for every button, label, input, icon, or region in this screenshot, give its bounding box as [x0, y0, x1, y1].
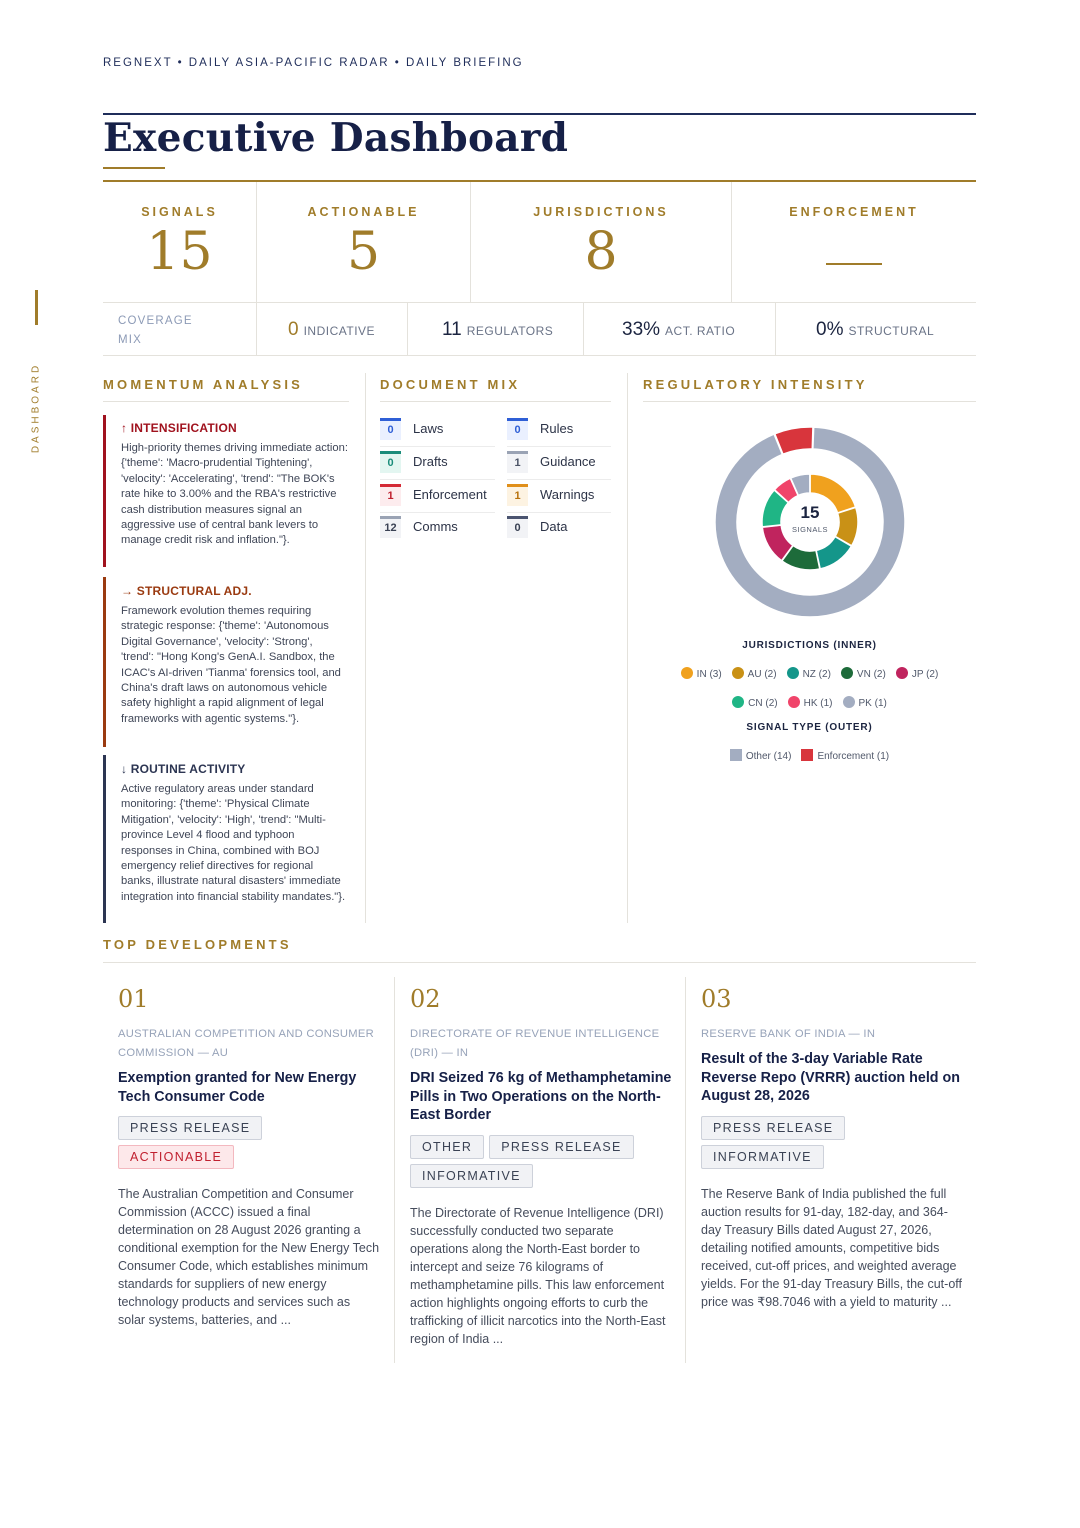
column-divider — [365, 373, 366, 923]
kpi-signals — [103, 182, 256, 302]
section-rule — [380, 401, 611, 402]
legend-label: HK (1) — [803, 698, 833, 709]
legend-swatch — [801, 749, 813, 761]
coverage-text: STRUCTURAL — [848, 324, 935, 338]
coverage-value: 11 — [442, 319, 462, 340]
doc-count-badge: 0 — [380, 451, 401, 473]
legend-label: CN (2) — [748, 698, 778, 709]
doc-row-separator — [380, 479, 495, 480]
doc-row-separator — [507, 512, 611, 513]
momentum-heading: ↑ INTENSIFICATION — [121, 421, 237, 435]
coverage-mix-row — [103, 302, 976, 356]
card-title[interactable]: Exemption granted for New Energy Tech Consumer Code — [118, 1070, 357, 1105]
kpi-row — [103, 182, 976, 302]
kpi-label: ACTIONABLE — [307, 205, 420, 219]
momentum-heading: → STRUCTURAL ADJ. — [121, 584, 252, 598]
top-developments-title: TOP DEVELOPMENTS — [103, 937, 292, 952]
legend-swatch — [841, 667, 853, 679]
card-source: RESERVE BANK OF INDIA — IN — [701, 1028, 876, 1040]
divider — [256, 303, 257, 356]
momentum-structural — [103, 577, 348, 747]
doc-count-badge: 0 — [507, 516, 528, 538]
section-rule — [103, 962, 976, 963]
legend-label: AU (2) — [747, 669, 777, 680]
doc-label: Laws — [413, 421, 444, 436]
card-summary: The Reserve Bank of India published the full auction results for 91-day, 182-day, and 364-day Treasury Bills dated August 27, 2026, detailing notified amounts, competitive bids received, cut-off prices, and weighted average yields. For the 91-day Treasury Bills, the cut-off price was ₹98.7046 with a yield to maturity ... — [701, 1186, 962, 1309]
doc-label: Comms — [413, 519, 458, 534]
doc-label: Warnings — [540, 487, 595, 502]
legend-swatch — [732, 667, 744, 679]
coverage-indicative — [288, 319, 375, 341]
legend-swatch — [787, 667, 799, 679]
coverage-text: ACT. RATIO — [665, 324, 736, 338]
kpi-value: 5 — [346, 222, 381, 282]
section-rule — [103, 401, 349, 402]
legend-item-jp — [896, 667, 939, 680]
coverage-value: 0 — [288, 319, 299, 340]
tag-informative[interactable]: INFORMATIVE — [701, 1145, 824, 1169]
card-tags — [701, 1116, 963, 1174]
card-summary: The Australian Competition and Consumer Commission (ACCC) issued a final determination on 28 August 2026 granting a conditional exemption for the New Energy Tech Consumer Code, which establishes minimum standards for suppliers of new energy technology products and services such as solar systems, batteries, and ... — [118, 1187, 380, 1328]
legend-label: Other (14) — [745, 751, 792, 762]
legend-label: PK (1) — [858, 698, 887, 709]
legend-label: JP (2) — [911, 669, 939, 680]
kpi-empty-dash — [826, 263, 882, 265]
tag-press-release[interactable]: PRESS RELEASE — [489, 1135, 633, 1159]
momentum-text: High-priority themes driving immediate action: {'theme': 'Macro-prudential Tightening', 'velocity': 'Accelerating', 'trend': "The BOK's rate hike to 3.00% and the RBA's restrictive cash distribution measures signal an aggressive use of central bank levers to manage credit risk and inflation."}. — [121, 442, 348, 547]
doc-type-data — [507, 516, 611, 548]
coverage-text: REGULATORS — [466, 324, 554, 338]
doc-label: Rules — [540, 421, 574, 436]
legend-item-in — [681, 667, 722, 680]
momentum-heading: ↓ ROUTINE ACTIVITY — [121, 762, 246, 776]
tag-other[interactable]: OTHER — [410, 1135, 484, 1159]
coverage-value: 0% — [816, 319, 844, 340]
outer-slice-other — [715, 427, 905, 617]
legend-swatch — [681, 667, 693, 679]
coverage-text: INDICATIVE — [303, 324, 376, 338]
donut-center-value: 15 — [800, 503, 820, 522]
legend-item-nz — [787, 667, 831, 680]
divider — [407, 303, 408, 356]
coverage-value: 33% — [622, 319, 661, 340]
development-card-2[interactable] — [410, 985, 672, 1348]
inner-legend-title: JURISDICTIONS (INNER) — [742, 640, 877, 651]
inner-legend-row — [643, 696, 976, 709]
title-underline — [103, 167, 165, 169]
kpi-label: ENFORCEMENT — [789, 205, 919, 219]
doc-count-badge: 1 — [380, 484, 401, 506]
momentum-routine — [103, 755, 348, 923]
momentum-text: Active regulatory areas under standard monitoring: {'theme': 'Physical Climate Mitigation', 'velocity': 'High', 'trend': "Multi-province Level 4 flood and typhoon responses in China, combined with BOJ emergency relief directives for regional banks, illustrate natural disasters' immediate integration into financial stability mandates."}. — [121, 783, 346, 903]
legend-swatch — [843, 696, 855, 708]
page-title: Executive Dashboard — [103, 115, 569, 161]
kpi-label: JURISDICTIONS — [533, 205, 669, 219]
tag-press-release[interactable]: PRESS RELEASE — [118, 1116, 262, 1140]
legend-swatch — [896, 667, 908, 679]
inner-legend-row — [643, 667, 976, 680]
card-number: 01 — [118, 985, 149, 1013]
outer-legend-row — [643, 749, 976, 762]
legend-item-pk — [843, 696, 887, 709]
divider — [775, 303, 776, 356]
card-tags — [118, 1116, 380, 1174]
column-divider — [627, 373, 628, 923]
regulatory-intensity-title: REGULATORY INTENSITY — [643, 377, 868, 392]
card-source: DIRECTORATE OF REVENUE INTELLIGENCE (DRI) — IN — [410, 1028, 660, 1059]
kpi-value: 15 — [146, 222, 213, 282]
doc-count-badge: 0 — [380, 418, 401, 440]
kpi-actionable — [257, 182, 470, 302]
coverage-act-ratio — [622, 319, 735, 341]
card-title[interactable]: Result of the 3-day Variable Rate Reverse Repo (VRRR) auction held on August 28, 2026 — [701, 1051, 960, 1105]
doc-row-separator — [507, 446, 611, 447]
kpi-enforcement — [732, 182, 976, 302]
coverage-structural — [816, 319, 934, 341]
coverage-regulators — [442, 319, 553, 341]
legend-swatch — [730, 749, 742, 761]
breadcrumb: REGNEXT • DAILY ASIA-PACIFIC RADAR • DAILY BRIEFING — [103, 57, 524, 69]
column-divider — [685, 977, 686, 1363]
divider — [583, 303, 584, 356]
doc-row-separator — [380, 446, 495, 447]
legend-label: IN (3) — [696, 669, 722, 680]
doc-count-badge: 0 — [507, 418, 528, 440]
doc-label: Drafts — [413, 454, 448, 469]
doc-type-comms — [380, 516, 495, 548]
tag-actionable[interactable]: ACTIONABLE — [118, 1145, 234, 1169]
legend-item-hk — [788, 696, 833, 709]
doc-count-badge: 12 — [380, 516, 401, 538]
card-summary: The Directorate of Revenue Intelligence (DRI) successfully conducted two separate operations along the North-East border to intercept and seize 76 kilograms of methamphetamine pills. This law enforcement action highlights ongoing efforts to curb the trafficking of illicit narcotics into the North-East region of India ... — [410, 1205, 666, 1346]
regulatory-intensity-donut — [700, 410, 920, 635]
doc-count-badge: 1 — [507, 451, 528, 473]
legend-item-vn — [841, 667, 886, 680]
section-rule — [643, 401, 976, 402]
legend-item-au — [732, 667, 777, 680]
column-divider — [394, 977, 395, 1363]
side-accent-bar — [35, 290, 38, 325]
legend-swatch — [788, 696, 800, 708]
side-section-label: DASHBOARD — [30, 362, 42, 454]
doc-count-badge: 1 — [507, 484, 528, 506]
legend-item-other — [730, 749, 792, 762]
doc-row-separator — [380, 512, 495, 513]
doc-row-separator — [507, 479, 611, 480]
card-source: AUSTRALIAN COMPETITION AND CONSUMER COMMISSION — AU — [118, 1028, 375, 1059]
doc-label: Guidance — [540, 454, 596, 469]
card-number: 03 — [701, 985, 732, 1013]
card-number: 02 — [410, 985, 441, 1013]
doc-label: Enforcement — [413, 487, 487, 502]
legend-label: VN (2) — [856, 669, 886, 680]
development-card-3[interactable] — [701, 985, 963, 1311]
momentum-text: Framework evolution themes requiring strategic response: {'theme': 'Autonomous Digital Governance', 'velocity': 'Strong', 'trend': "Hong Kong's GenA.I. Sandbox, the ICAC's AI-driven 'Tianma' forensics tool, and China's draft laws on autonomous vehicle safety highlight a rapid alignment of legal frameworks with agentic systems."}. — [121, 605, 341, 725]
tag-informative[interactable]: INFORMATIVE — [410, 1164, 533, 1188]
tag-press-release[interactable]: PRESS RELEASE — [701, 1116, 845, 1140]
legend-label: Enforcement (1) — [817, 751, 890, 762]
coverage-label: COVERAGE MIX — [118, 315, 193, 346]
card-title[interactable]: DRI Seized 76 kg of Methamphetamine Pills in Two Operations on the North-East Border — [410, 1070, 672, 1124]
doc-label: Data — [540, 519, 568, 534]
card-tags — [410, 1135, 672, 1193]
document-mix-title: DOCUMENT MIX — [380, 377, 521, 392]
momentum-intensification — [103, 415, 348, 567]
kpi-label: SIGNALS — [141, 205, 218, 219]
donut-center-label: SIGNALS — [791, 525, 829, 534]
legend-label: NZ (2) — [802, 669, 831, 680]
legend-item-enforcement — [801, 749, 889, 762]
legend-swatch — [732, 696, 744, 708]
kpi-value: 8 — [584, 222, 618, 282]
outer-legend-title: SIGNAL TYPE (OUTER) — [746, 722, 873, 733]
legend-item-cn — [732, 696, 777, 709]
kpi-jurisdictions — [471, 182, 731, 302]
momentum-title: MOMENTUM ANALYSIS — [103, 377, 304, 392]
development-card-1[interactable] — [118, 985, 380, 1329]
